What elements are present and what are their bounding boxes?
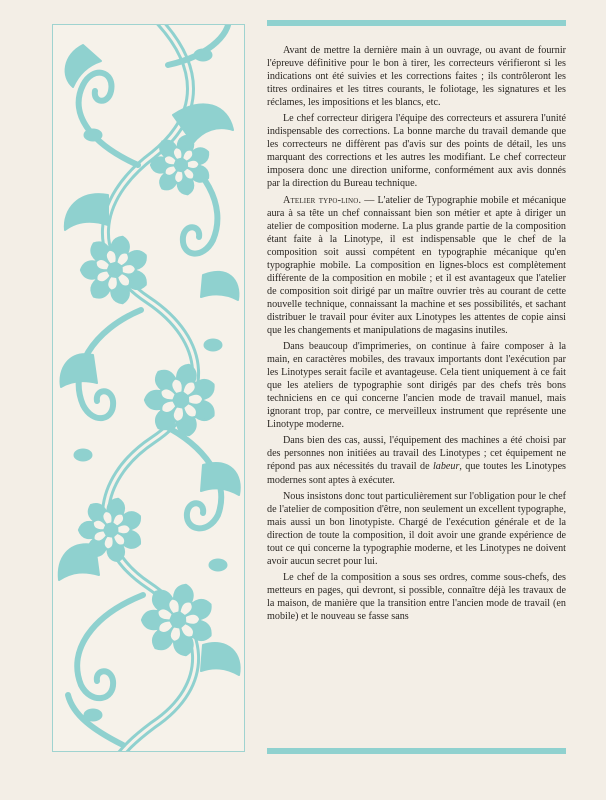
acanthus-leaf <box>201 272 238 300</box>
peony-flower-lower-petal <box>185 614 200 625</box>
peony-flower-fourth-petal <box>117 524 131 534</box>
italic-word-labeur: labeur <box>432 461 460 473</box>
paragraph-subchiefs: Le chef de la composition a sous ses ordres, comme sous-chefs, des metteurs en pages, qui devront, si possible, connaître déjà les travaux de la maison, de manière que la transition entre l'ancien mode de travail (en mobile) et le nouveau se fasse sans <box>267 571 566 622</box>
article-text-column <box>267 44 566 716</box>
paragraph-atelier-typo-lino <box>267 194 566 338</box>
paragraph-equipment <box>267 434 566 486</box>
paragraph-chief-corrector: Le chef correcteur dirigera l'équipe des correcteurs et assurera l'unité indispensable des corrections. La bonne marche du travail demande que les correcteurs ne diffèrent pas d'avis sur des points de détail, les uns marquant des corrections et les autres les modifiant. Le chef correcteur imposera donc une direction uniforme, conformément aux avis donnés par la direction du Bureau technique. <box>267 113 566 190</box>
curling-tendril <box>79 73 138 165</box>
flower-bud <box>84 129 102 141</box>
peony-flower-upper-petal <box>173 147 183 160</box>
peony-flower-fourth-center <box>105 524 117 536</box>
flower-bud <box>84 709 102 721</box>
peony-flower-upper-petal <box>187 160 200 169</box>
peony-flower-middle-petal <box>188 394 203 405</box>
section-heading-atelier: Atelier typo-lino. <box>283 194 362 206</box>
floral-vine-ornament <box>53 25 244 751</box>
acanthus-leaf <box>201 643 240 675</box>
paragraph-atelier-body: — L'atelier de Typographie mobile et mécanique aura à sa tête un chef connaissant bien son métier et apte à diriger un atelier de composition moderne. La plus grande partie de la composition étant faite à la Linotype, il est indispensable que le chef de la composition soit aussi compétent en typographie mécanique qu'en typographie mobile. La composition en lignes-blocs est complètement différente de la composition en mobile ; et il est avantageux que l'atelier de composition soit dirigé par un maître ouvrier très au courant de cette nouvelle technique, connaissant la machine et ses possibilités, et sachant distribuer le travail pour éviter aux Linotypes les attentes de copie ainsi que les changements et manipulations de magasins inutiles. <box>267 194 566 336</box>
acanthus-leaf <box>60 354 97 387</box>
peony-flower-second-center <box>109 264 121 276</box>
flower-bud <box>209 559 227 571</box>
peony-flower-middle-petal <box>171 379 183 395</box>
peony-flower-second-petal <box>106 250 117 265</box>
peony-flower-lower-petal <box>168 599 180 615</box>
paragraph-corrections: Avant de mettre la dernière main à un ouvrage, ou avant de fournir l'épreuve définitive pour le bon à tirer, les correcteurs vérifieront si les indications ont été suivies et les corrections faites ; ils contrôleront les titres ordinaires et les titres courants, le foliotage, les signatures et les réclames, les impositions et les blancs, etc. <box>267 45 566 109</box>
paragraph-equipment-part-b: , que toutes les Linotypes modernes sont aptes à exécuter. <box>267 461 566 486</box>
flower-bud <box>204 339 222 351</box>
ornamental-border-panel <box>52 24 245 752</box>
peony-flower-upper-center <box>176 160 187 171</box>
peony-flower-lower-center <box>172 614 185 627</box>
peony-flower-fourth-petal <box>102 511 112 525</box>
curling-tendril <box>77 595 143 698</box>
peony-flower-second-petal <box>121 264 136 275</box>
paragraph-insistence: Nous insistons donc tout particulièrement sur l'obligation pour le chef de l'atelier de composition d'être, non seulement un excellent typographe, mais aussi un bon linotypiste. Chargé de l'exécution générale et de la direction de toute la composition, il doit avoir une grande expérience de tout ce qui concerne la typographie moderne, et les Linotypes ne doivent avoir aucun secret pour lui. <box>267 490 566 567</box>
flower-bud <box>74 449 92 461</box>
top-decorative-rule <box>267 20 566 26</box>
flower-bud <box>194 49 212 61</box>
paragraph-equipment-part-a: Dans bien des cas, aussi, l'équipement des machines a été choisi par des personnes non initiées au travail des Linotypes ; cet équipement ne répond pas aux nécessités du travail de <box>267 435 566 473</box>
bottom-decorative-rule <box>267 748 566 754</box>
peony-flower-middle-center <box>175 394 188 407</box>
paragraph-hand-composition: Dans beaucoup d'imprimeries, on continue à faire composer à la main, en caractères mobiles, des travaux importants dont l'exécution par les Linotypes serait facile et avantageuse. Cela tient uniquement à ce fait que les ateliers de typographie sont dirigés par des chefs très bons techniciens en ce qui concerne l'ancien mode de travail manuel, mais ignorant trop, par contre, ce merveilleux instrument que représente une Linotype moderne. <box>267 341 566 431</box>
